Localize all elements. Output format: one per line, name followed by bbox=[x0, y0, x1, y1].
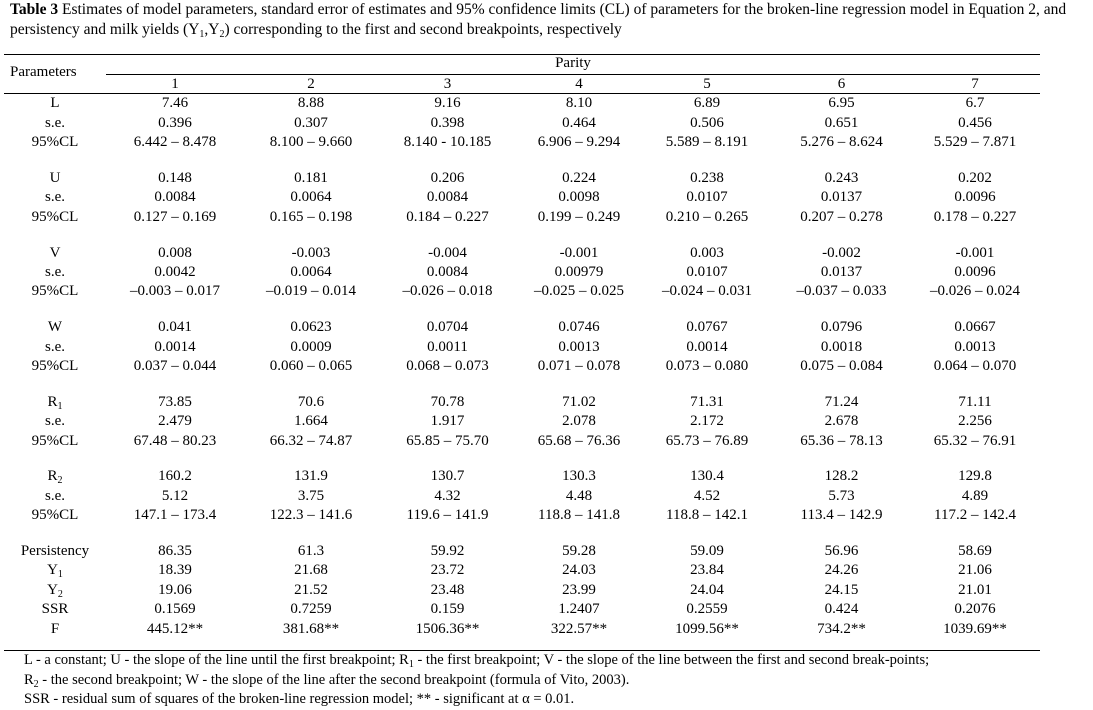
group-spacer bbox=[4, 526, 1040, 542]
table-cell: 0.0746 bbox=[558, 319, 600, 336]
table-cell: 5.73 bbox=[828, 487, 855, 504]
table-row bbox=[4, 318, 1040, 337]
table-row bbox=[4, 114, 1040, 133]
table-row bbox=[4, 600, 1040, 619]
table-cell: 5.12 bbox=[161, 487, 189, 504]
table-row bbox=[4, 208, 1040, 227]
table-cell: 0.0013 bbox=[558, 338, 600, 355]
parameter-name: s.e. bbox=[45, 338, 65, 355]
table-cell: 24.03 bbox=[562, 562, 596, 579]
parameter-name: Y bbox=[47, 581, 58, 598]
group-spacer bbox=[4, 451, 1040, 467]
parameter-label bbox=[4, 393, 106, 412]
table-row bbox=[4, 467, 1040, 486]
parameter-name: 95%CL bbox=[31, 358, 79, 375]
table-cell: -0.001 bbox=[559, 244, 599, 261]
table-cell: 113.4 – 142.9 bbox=[800, 507, 883, 524]
table-cell: 0.307 bbox=[294, 114, 328, 131]
table-cell: 2.256 bbox=[958, 413, 992, 430]
group-spacer bbox=[4, 227, 1040, 243]
table-cell: 24.26 bbox=[824, 562, 859, 579]
table-cell: 0.127 – 0.169 bbox=[133, 208, 217, 225]
table-cell: 381.68** bbox=[282, 620, 340, 637]
table-cell: 21.68 bbox=[294, 562, 328, 579]
table-cell: 0.0796 bbox=[820, 319, 863, 336]
table-cell: 0.008 bbox=[158, 244, 192, 261]
table-cell: 0.0098 bbox=[558, 189, 600, 206]
table-cell: 5.529 – 7.871 bbox=[933, 134, 1017, 151]
table-cell: 71.11 bbox=[958, 393, 992, 410]
table-cell: 73.85 bbox=[158, 393, 192, 410]
table-cell: 0.181 bbox=[294, 170, 328, 187]
table-cell: –0.026 – 0.024 bbox=[930, 283, 1020, 300]
table-cell: 0.159 bbox=[430, 601, 465, 618]
table-cell: -0.004 bbox=[428, 244, 467, 261]
parameter-subscript: 1 bbox=[57, 569, 63, 581]
table-cell: 6.7 bbox=[965, 95, 985, 112]
table-cell: 9.16 bbox=[434, 95, 461, 112]
table-cell: 0.060 – 0.065 bbox=[269, 358, 353, 375]
parameter-name: s.e. bbox=[45, 189, 65, 206]
table-cell: 8.88 bbox=[297, 95, 325, 112]
table-cell: 4.52 bbox=[693, 487, 721, 504]
caption-text: ,Y bbox=[204, 21, 220, 38]
table-cell: 130.3 bbox=[562, 468, 596, 485]
table-cell: 70.78 bbox=[430, 393, 465, 410]
parameter-label bbox=[4, 318, 106, 337]
table-cell: 1.2407 bbox=[558, 601, 600, 618]
table-cell: 24.04 bbox=[690, 581, 724, 598]
table-cell: -0.002 bbox=[822, 244, 861, 261]
table-cell: 130.4 bbox=[690, 468, 724, 485]
table-cell: 65.73 – 76.89 bbox=[665, 432, 749, 449]
table-cell: 0.0096 bbox=[954, 189, 996, 206]
column-header: 3 bbox=[443, 76, 452, 92]
table-cell: 0.207 – 0.278 bbox=[800, 208, 883, 225]
parameter-label bbox=[4, 133, 106, 152]
table-cell: 6.89 bbox=[693, 95, 721, 112]
table-cell: 0.398 bbox=[430, 114, 465, 131]
table-cell: 0.0704 bbox=[426, 319, 469, 336]
table-row bbox=[4, 412, 1040, 431]
table-cell: 1506.36** bbox=[415, 620, 480, 637]
parameter-label bbox=[4, 600, 106, 619]
table-cell: 65.32 – 76.91 bbox=[933, 432, 1017, 449]
table-cell: 8.140 - 10.185 bbox=[403, 134, 492, 151]
table-cell: 4.89 bbox=[961, 487, 989, 504]
table-cell: 118.8 – 142.1 bbox=[666, 507, 748, 524]
parameter-label bbox=[4, 338, 106, 357]
parameter-subscript: 2 bbox=[57, 588, 63, 600]
table-cell: 0.041 bbox=[158, 319, 192, 336]
footnote-text: R bbox=[24, 671, 34, 688]
table-cell: 21.01 bbox=[958, 581, 992, 598]
table-cell: 67.48 – 80.23 bbox=[133, 432, 217, 449]
parameter-label bbox=[4, 244, 106, 263]
table-cell: 65.68 – 76.36 bbox=[537, 432, 621, 449]
parameter-label bbox=[4, 561, 106, 580]
table-row bbox=[4, 188, 1040, 207]
table-cell: 8.100 – 9.660 bbox=[269, 134, 353, 151]
column-header: 2 bbox=[307, 76, 315, 92]
table-cell: 147.1 – 173.4 bbox=[133, 507, 217, 524]
parameter-label bbox=[4, 506, 106, 525]
table-cell: 0.0009 bbox=[290, 338, 332, 355]
caption-text: Estimates of model parameters, standard error of estimates and 95% confidence limits (CL) of parameters for the broken-line regression model in Equation 2, and persistency and milk yields (Y bbox=[10, 1, 1067, 38]
table-row bbox=[4, 432, 1040, 451]
table-cell: 58.69 bbox=[958, 543, 992, 560]
table-cell: 1099.56** bbox=[675, 620, 739, 637]
table-label: Table 3 bbox=[10, 1, 59, 18]
table-cell: 2.678 bbox=[824, 413, 859, 430]
column-header: 6 bbox=[837, 76, 846, 92]
table-cell: 0.238 bbox=[690, 170, 724, 187]
table-cell: 0.0084 bbox=[154, 189, 196, 206]
table-cell: 71.31 bbox=[690, 393, 724, 410]
table-row bbox=[4, 94, 1040, 113]
parameter-subscript: 1 bbox=[57, 400, 63, 412]
table-cell: 5.589 – 8.191 bbox=[665, 134, 749, 151]
table-cell: 0.064 – 0.070 bbox=[933, 358, 1017, 375]
parameter-label bbox=[4, 467, 106, 486]
parameter-label bbox=[4, 263, 106, 282]
table-cell: 0.0107 bbox=[686, 264, 728, 281]
table-cell: 4.32 bbox=[434, 487, 461, 504]
table-cell: 119.6 – 141.9 bbox=[406, 507, 489, 524]
parameter-name: U bbox=[49, 170, 61, 187]
footnote-line: SSR - residual sum of squares of the broken-line regression model; ** - significant at α = 0.01. bbox=[24, 691, 575, 707]
caption-subscript: 1 bbox=[199, 29, 205, 40]
table-cell: 0.202 bbox=[958, 170, 992, 187]
column-header: 5 bbox=[703, 76, 711, 92]
parameter-label bbox=[4, 581, 106, 600]
table-cell: 0.184 – 0.227 bbox=[406, 208, 489, 225]
column-header: 4 bbox=[575, 76, 583, 92]
table-cell: 131.9 bbox=[294, 468, 328, 485]
table-cell: 0.424 bbox=[824, 601, 859, 618]
footnote-subscript: 1 bbox=[408, 659, 414, 670]
table-cell: 0.0064 bbox=[290, 264, 332, 281]
table-cell: 129.8 bbox=[958, 468, 992, 485]
table-cell: 0.0064 bbox=[290, 189, 332, 206]
footnote-line bbox=[24, 651, 929, 671]
table-cell: 0.651 bbox=[824, 114, 859, 131]
table-cell: –0.025 – 0.025 bbox=[534, 283, 624, 300]
parameter-label bbox=[4, 94, 106, 113]
table-cell: 21.06 bbox=[958, 562, 992, 579]
table-cell: 0.0014 bbox=[686, 338, 728, 355]
group-spacer bbox=[4, 153, 1040, 169]
table-cell: 0.00979 bbox=[554, 264, 604, 281]
parameter-name: s.e. bbox=[45, 114, 65, 131]
footnote-text: L - a constant; U - the slope of the line until the first breakpoint; R bbox=[24, 652, 409, 668]
table-cell: 70.6 bbox=[297, 393, 325, 410]
column-header-row bbox=[4, 75, 1040, 94]
table-row bbox=[4, 393, 1040, 412]
table-row bbox=[4, 133, 1040, 152]
table-cell: 21.52 bbox=[294, 581, 328, 598]
table-cell: 0.075 – 0.084 bbox=[800, 358, 883, 375]
table-cell: 0.0137 bbox=[820, 189, 863, 206]
parameter-label bbox=[4, 432, 106, 451]
table-cell: 6.442 – 8.478 bbox=[133, 134, 217, 151]
spacer-cell bbox=[4, 153, 1040, 169]
table-cell: 0.0084 bbox=[426, 264, 469, 281]
group-spacer bbox=[4, 376, 1040, 392]
table-cell: 0.210 – 0.265 bbox=[665, 208, 749, 225]
table-cell: 0.0018 bbox=[820, 338, 863, 355]
parameter-name: s.e. bbox=[45, 413, 65, 430]
table-cell: 0.2559 bbox=[686, 601, 728, 618]
parameter-label bbox=[4, 282, 106, 301]
table-cell: 0.0084 bbox=[426, 189, 469, 206]
table-row bbox=[4, 620, 1040, 639]
table-cell: 23.48 bbox=[430, 581, 465, 598]
table-cell: 23.99 bbox=[562, 581, 596, 598]
table-row bbox=[4, 581, 1040, 600]
table-row bbox=[4, 244, 1040, 263]
table-cell: 2.078 bbox=[562, 413, 596, 430]
table-cell: 1.917 bbox=[430, 413, 465, 430]
table-cell: 0.0011 bbox=[427, 338, 468, 355]
parity-header: Parity bbox=[555, 55, 591, 71]
table-cell: 59.09 bbox=[690, 543, 724, 560]
spacer-cell bbox=[4, 451, 1040, 467]
table-cell: 71.02 bbox=[562, 393, 596, 410]
table-cell: 0.2076 bbox=[954, 601, 996, 618]
table-cell: 24.15 bbox=[824, 581, 859, 598]
column-header: 7 bbox=[971, 76, 979, 92]
parameter-label bbox=[4, 357, 106, 376]
table-cell: 0.148 bbox=[158, 170, 192, 187]
footnote-line bbox=[24, 671, 929, 691]
parameter-label bbox=[4, 412, 106, 431]
footnote-subscript: 2 bbox=[33, 678, 39, 690]
parameter-name: 95%CL bbox=[31, 283, 79, 300]
table-cell: 322.57** bbox=[550, 620, 608, 637]
table-cell: 0.206 bbox=[430, 170, 465, 187]
table-cell: 7.46 bbox=[161, 95, 189, 112]
table-row bbox=[4, 338, 1040, 357]
table-cell: 59.92 bbox=[430, 543, 465, 560]
table-row bbox=[4, 282, 1040, 301]
table-row bbox=[4, 263, 1040, 282]
parameter-name: SSR bbox=[41, 601, 69, 618]
caption-text: ) corresponding to the first and second breakpoints, respectively bbox=[224, 21, 622, 38]
parameter-label bbox=[4, 620, 106, 639]
table-cell: 65.85 – 75.70 bbox=[406, 432, 489, 449]
parameter-name: 95%CL bbox=[31, 432, 79, 449]
table-caption bbox=[10, 0, 1093, 40]
parameter-name: R bbox=[47, 468, 58, 485]
parameter-label bbox=[4, 487, 106, 506]
table-cell: 0.071 – 0.078 bbox=[537, 358, 621, 375]
parameter-name: 95%CL bbox=[31, 507, 79, 524]
table-cell: 1.664 bbox=[294, 413, 328, 430]
table-cell: 0.0013 bbox=[954, 338, 996, 355]
table-cell: 2.172 bbox=[690, 413, 724, 430]
table-cell: 0.073 – 0.080 bbox=[665, 358, 749, 375]
table-cell: –0.024 – 0.031 bbox=[662, 283, 752, 300]
table-cell: -0.001 bbox=[955, 244, 995, 261]
table-cell: 0.396 bbox=[158, 114, 192, 131]
table-cell: 19.06 bbox=[158, 581, 192, 598]
table-row bbox=[4, 561, 1040, 580]
table-cell: 0.0137 bbox=[820, 264, 863, 281]
table-cell: 66.32 – 74.87 bbox=[269, 432, 353, 449]
table-cell: 0.243 bbox=[824, 170, 859, 187]
table-cell: 130.7 bbox=[430, 468, 465, 485]
table-row bbox=[4, 357, 1040, 376]
table-cell: 160.2 bbox=[158, 468, 192, 485]
column-header: 1 bbox=[171, 76, 179, 92]
parameter-name: W bbox=[47, 319, 63, 336]
parameter-name: Persistency bbox=[20, 543, 90, 560]
header-spacer bbox=[4, 75, 106, 94]
table-row bbox=[4, 542, 1040, 561]
footnote-text: - the first breakpoint; V - the slope of the line between the first and second break-points; bbox=[413, 652, 930, 668]
table-cell: 0.0623 bbox=[290, 319, 332, 336]
table-cell: 0.178 – 0.227 bbox=[933, 208, 1017, 225]
table-cell: 3.75 bbox=[297, 487, 325, 504]
parameter-label bbox=[4, 208, 106, 227]
table-cell: –0.037 – 0.033 bbox=[796, 283, 887, 300]
table-cell: 59.28 bbox=[562, 543, 596, 560]
table-cell: 0.165 – 0.198 bbox=[269, 208, 353, 225]
table-cell: 0.0014 bbox=[154, 338, 196, 355]
spacer-cell bbox=[4, 376, 1040, 392]
table-cell: 71.24 bbox=[824, 393, 859, 410]
table-row bbox=[4, 169, 1040, 188]
parameter-label bbox=[4, 542, 106, 561]
table-cell: 2.479 bbox=[158, 413, 192, 430]
parameter-name: F bbox=[50, 620, 60, 637]
parameter-name: 95%CL bbox=[31, 208, 79, 225]
parameter-name: s.e. bbox=[45, 487, 65, 504]
spacer-cell bbox=[4, 302, 1040, 318]
parameter-name: V bbox=[49, 244, 61, 261]
table-row bbox=[4, 506, 1040, 525]
table-cell: 86.35 bbox=[158, 543, 192, 560]
table-cell: –0.019 – 0.014 bbox=[266, 283, 356, 300]
table-footnotes bbox=[24, 651, 929, 710]
table-cell: 61.3 bbox=[297, 543, 325, 560]
table-cell: 734.2** bbox=[817, 620, 866, 637]
table-row bbox=[4, 487, 1040, 506]
footnote-text: - the second breakpoint; W - the slope of the line after the second breakpoint (formula of Vito, 2003). bbox=[38, 671, 630, 688]
parameter-name: R bbox=[47, 393, 58, 410]
table-cell: 0.7259 bbox=[290, 601, 332, 618]
table-cell: 4.48 bbox=[565, 487, 593, 504]
table-cell: 0.199 – 0.249 bbox=[537, 208, 621, 225]
parameter-subscript: 2 bbox=[57, 475, 63, 487]
parameters-header: Parameters bbox=[10, 64, 77, 80]
table-cell: 0.003 bbox=[690, 244, 724, 261]
spacer-cell bbox=[4, 227, 1040, 243]
table-cell: 0.456 bbox=[958, 114, 992, 131]
table-cell: 0.0667 bbox=[954, 319, 996, 336]
spacer-cell bbox=[4, 526, 1040, 542]
table-cell: 0.037 – 0.044 bbox=[133, 358, 217, 375]
parameter-name: L bbox=[50, 95, 60, 112]
table-cell: 23.84 bbox=[690, 562, 724, 579]
table-cell: 8.10 bbox=[565, 95, 593, 112]
parameter-name: s.e. bbox=[45, 264, 65, 281]
parameter-name: 95%CL bbox=[31, 134, 79, 151]
table-cell: 0.0107 bbox=[686, 189, 728, 206]
table-cell: 0.0767 bbox=[686, 319, 728, 336]
table-cell: 0.1569 bbox=[154, 601, 196, 618]
table-cell: 18.39 bbox=[158, 562, 192, 579]
table-cell: 5.276 – 8.624 bbox=[800, 134, 883, 151]
table-cell: 0.506 bbox=[690, 114, 724, 131]
table-cell: 445.12** bbox=[146, 620, 204, 637]
table-cell: 128.2 bbox=[824, 468, 859, 485]
parameter-label bbox=[4, 188, 106, 207]
group-spacer bbox=[4, 302, 1040, 318]
table-cell: –0.003 – 0.017 bbox=[130, 283, 220, 300]
table-cell: 0.068 – 0.073 bbox=[406, 358, 489, 375]
table-cell: 6.906 – 9.294 bbox=[537, 134, 621, 151]
table-cell: -0.003 bbox=[291, 244, 331, 261]
table-cell: 117.2 – 142.4 bbox=[934, 507, 1016, 524]
table-cell: 122.3 – 141.6 bbox=[269, 507, 353, 524]
table-cell: 0.0042 bbox=[154, 264, 196, 281]
table-cell: 0.224 bbox=[562, 170, 596, 187]
table-cell: 23.72 bbox=[430, 562, 465, 579]
caption-subscript: 2 bbox=[219, 29, 225, 40]
parameter-label bbox=[4, 169, 106, 188]
parameter-label bbox=[4, 114, 106, 133]
table-cell: 0.0096 bbox=[954, 264, 996, 281]
table-cell: 0.464 bbox=[562, 114, 596, 131]
table-cell: –0.026 – 0.018 bbox=[402, 283, 493, 300]
table-cell: 118.8 – 141.8 bbox=[538, 507, 620, 524]
table-cell: 1039.69** bbox=[943, 620, 1007, 637]
results-table bbox=[4, 75, 1040, 639]
table-cell: 6.95 bbox=[828, 95, 855, 112]
table-cell: 56.96 bbox=[824, 543, 859, 560]
parameter-name: Y bbox=[47, 562, 58, 579]
table-cell: 65.36 – 78.13 bbox=[800, 432, 883, 449]
